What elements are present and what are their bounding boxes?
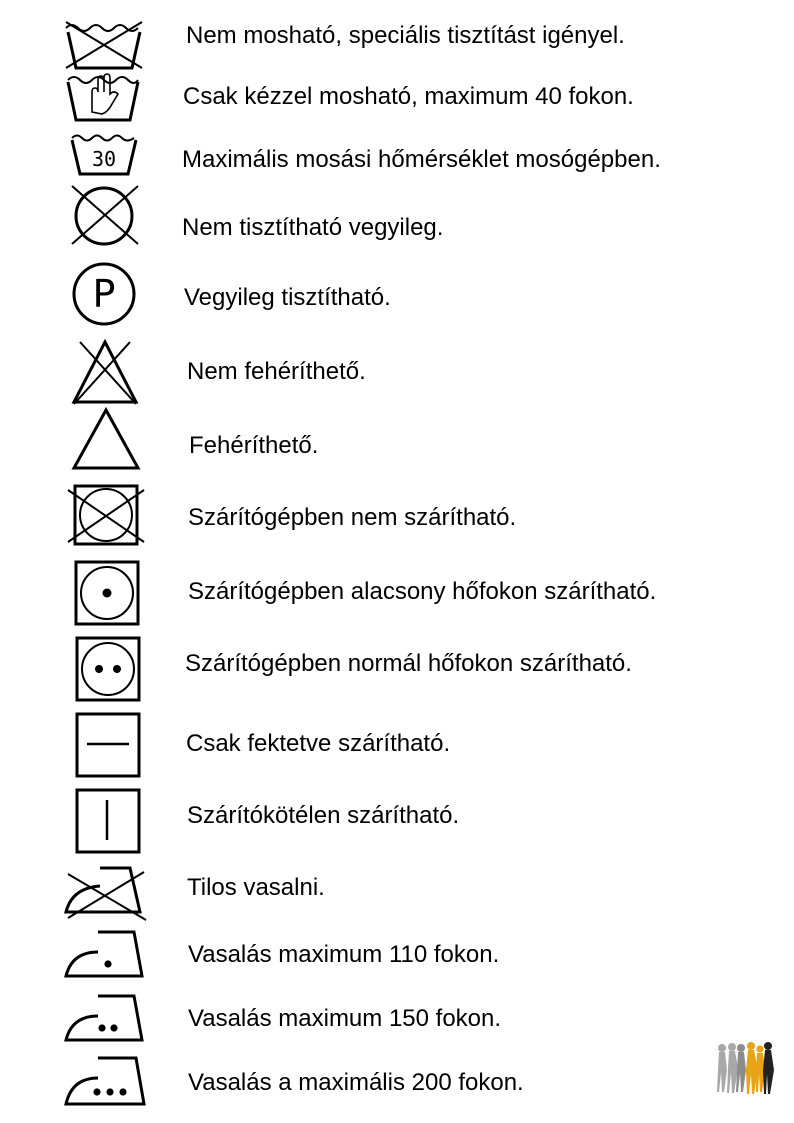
care-label: Vasalás maximum 150 fokon. (188, 1005, 502, 1032)
care-row-iron-medium (0, 992, 794, 1056)
women-silhouettes-logo-icon (714, 1040, 774, 1096)
wash-30-icon (68, 130, 140, 178)
care-label: Szárítókötélen szárítható. (187, 802, 460, 829)
care-label: Maximális mosási hőmérséklet mosógépben. (182, 146, 661, 173)
care-row-bleach (0, 408, 794, 472)
care-row-dry-flat (0, 712, 794, 776)
dry-clean-p-icon (72, 262, 136, 326)
care-row-dry-clean (0, 262, 794, 326)
care-row-no-tumble-dry (0, 484, 794, 548)
care-label: Csak fektetve szárítható. (186, 730, 451, 757)
care-row-tumble-dry-low (0, 560, 794, 624)
dry-flat-icon (75, 712, 141, 778)
care-label: Vasalás a maximális 200 fokon. (188, 1069, 524, 1096)
care-label: Nem tisztítható vegyileg. (182, 214, 444, 241)
care-label: Szárítógépben nem szárítható. (188, 504, 517, 531)
care-label: Szárítógépben normál hőfokon szárítható. (185, 650, 632, 677)
care-row-no-iron (0, 862, 794, 926)
bleach-icon (72, 408, 140, 470)
care-row-tumble-dry-normal (0, 636, 794, 700)
care-label: Nem fehéríthető. (187, 358, 366, 385)
hand-wash-icon (64, 70, 142, 126)
care-label: Fehéríthető. (189, 432, 319, 459)
care-label: Nem mosható, speciális tisztítást igényel. (186, 22, 625, 49)
care-row-no-dry-clean (0, 186, 794, 250)
no-bleach-icon (70, 338, 140, 404)
dry-clean-letter: P (92, 272, 116, 316)
no-dry-clean-icon (68, 186, 140, 246)
care-row-hand-wash (0, 66, 794, 130)
care-row-no-bleach (0, 338, 794, 402)
care-row-line-dry (0, 788, 794, 852)
care-row-no-wash (0, 10, 794, 74)
care-label: Vegyileg tisztítható. (184, 284, 391, 311)
care-row-iron-low (0, 928, 794, 992)
iron-high-icon (64, 1054, 148, 1108)
care-row-iron-high (0, 1054, 794, 1118)
no-tumble-dry-icon (66, 484, 146, 546)
care-label: Vasalás maximum 110 fokon. (188, 941, 500, 968)
line-dry-icon (75, 788, 141, 854)
care-row-wash-30 (0, 128, 794, 192)
no-iron-icon (64, 864, 148, 922)
tumble-dry-normal-icon (75, 636, 141, 702)
wash-not-allowed-icon (62, 18, 146, 72)
iron-low-icon (64, 928, 148, 980)
care-label: Szárítógépben alacsony hőfokon szárítható. (188, 578, 657, 605)
tumble-dry-low-icon (74, 560, 140, 626)
care-label: Csak kézzel mosható, maximum 40 fokon. (183, 83, 634, 110)
wash-temperature: 30 (91, 147, 117, 171)
iron-medium-icon (64, 992, 148, 1044)
care-label: Tilos vasalni. (187, 874, 325, 901)
